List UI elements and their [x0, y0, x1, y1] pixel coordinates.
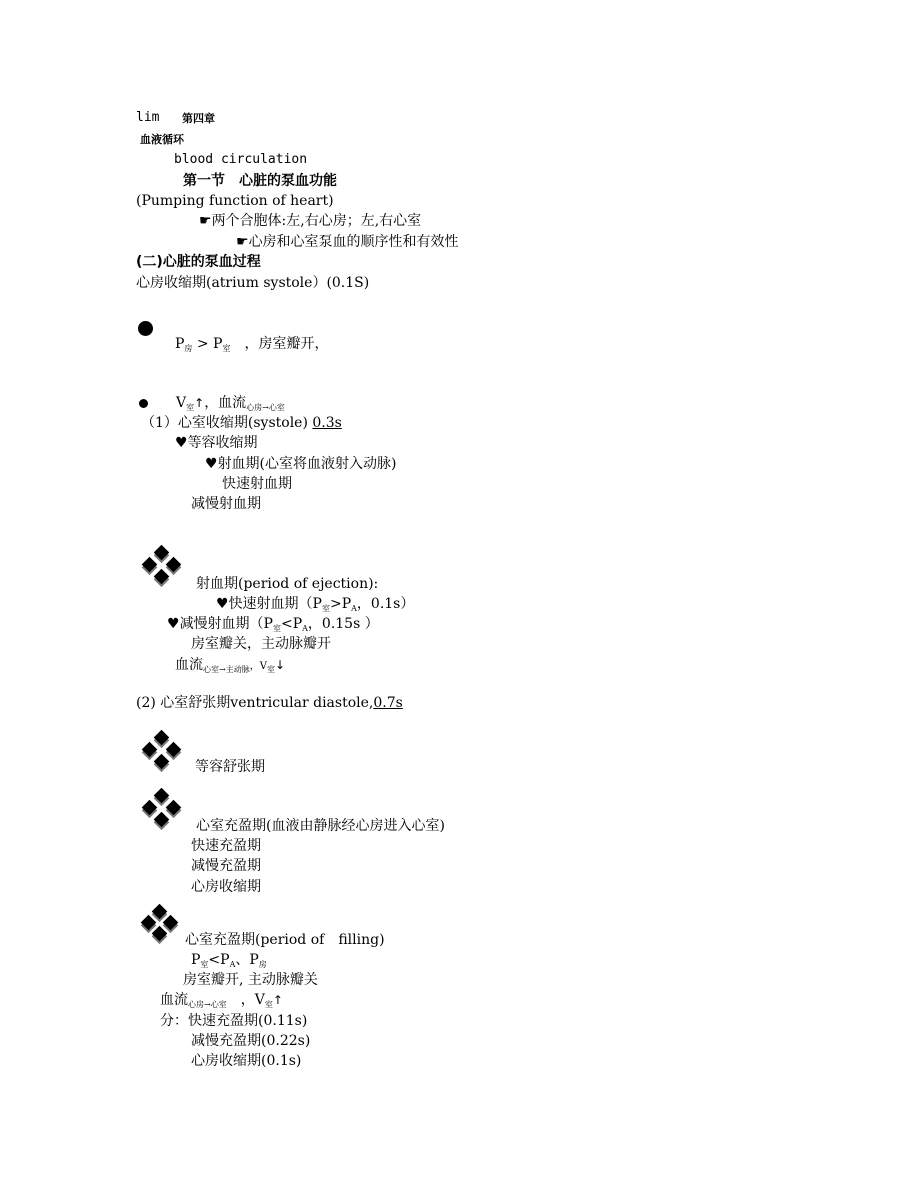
fp-rest2: 、P [235, 952, 259, 968]
heart-icon: ♥ [167, 616, 180, 632]
isovolumic-relaxation: 等容舒张期 [195, 759, 265, 775]
arrow-up-icon: ↑ [272, 993, 283, 1007]
slow-sub2: A [302, 624, 308, 633]
slow-filling: 减慢充盈期 [191, 858, 261, 874]
ejection-flow [175, 656, 285, 679]
slow-end: ，0.15s ） [307, 616, 379, 632]
ff-v-sub: 室 [264, 1000, 273, 1009]
pressure-line [175, 335, 328, 358]
chapter-title: 血液循环 [140, 133, 184, 146]
systole-duration: 0.3s [312, 415, 342, 431]
gt-p: > P [192, 336, 223, 352]
ejection-valves: 房室瓣关，主动脉瓣开 [191, 636, 331, 652]
rapid-end: ，0.1s） [356, 596, 415, 612]
p-symbol: P [175, 336, 185, 352]
flow-sub: 心室→主动脉 [203, 665, 250, 674]
fp-sub: 室 [200, 960, 209, 969]
diamond-bullet-icon [140, 545, 185, 587]
ff-flow-sub: 心房→心室 [188, 1000, 227, 1009]
p-sub-vent: 室 [222, 344, 231, 353]
blood-flow-sub: 心房→心室 [246, 403, 285, 412]
arrow-up-icon: ↑ [194, 396, 205, 410]
fp-rest: <P [208, 952, 230, 968]
fp-sub2: A [229, 960, 236, 969]
ff-v: ，V [226, 992, 265, 1008]
section-english: (Pumping function of heart) [136, 193, 334, 209]
v-symbol: V [176, 395, 187, 411]
p-sub-atrium: 房 [184, 344, 193, 353]
flow-v-sub: 室 [266, 665, 275, 674]
point1-text: 两个合胞体:左,右心房；左,右心室 [211, 213, 422, 229]
section-point-1 [199, 212, 421, 230]
flow-text: 血流 [175, 657, 203, 673]
ejection-text: 射血期(心室将血液射入动脉) [217, 456, 397, 472]
flow-v: ，V [249, 661, 267, 672]
v-sub: 室 [186, 403, 195, 412]
english-title: blood circulation [174, 152, 308, 167]
rapid-filling: 快速充盈期 [191, 838, 261, 854]
systole-label: （1）心室收缩期(systole) [141, 415, 308, 431]
diastole-duration: 0.7s [373, 695, 403, 711]
fp-p: P [191, 952, 201, 968]
filling-valves: 房室瓣开, 主动脉瓣关 [183, 972, 318, 988]
filling-flow [160, 991, 283, 1014]
heart-icon: ♥ [216, 596, 229, 612]
filling-period-title: 心室充盈期(period of filling) [185, 932, 385, 948]
section-title: 第一节 心脏的泵血功能 [183, 173, 337, 189]
lim-label: lim [136, 110, 160, 125]
diastole-label: (2) 心室舒张期ventricular diastole, [136, 695, 374, 711]
point2-text: 心房和心室泵血的顺序性和有效性 [248, 234, 459, 250]
rapid-ejection: 快速射血期 [222, 476, 292, 492]
diamond-bullet-icon [140, 788, 185, 830]
ejection-period-title: 射血期(period of ejection): [196, 576, 379, 592]
ventricular-filling: 心室充盈期(血液由静脉经心房进入心室) [196, 818, 445, 834]
bullet-dot-icon [138, 321, 153, 336]
section-point-2 [236, 233, 459, 251]
ff-flow: 血流 [160, 992, 188, 1008]
slow-mid: <P [280, 616, 303, 632]
slow-sub1: 室 [272, 624, 281, 633]
slow-a: 减慢射血期（P [179, 616, 273, 632]
blood-flow-text: ，血流 [204, 395, 247, 411]
atrium-systole-line: 心房收缩期(atrium systole）(0.1S) [136, 275, 370, 291]
filling-slow: 减慢充盈期(0.22s) [191, 1033, 311, 1049]
filling-divide: 分：快速充盈期(0.11s) [160, 1013, 308, 1029]
heart-icon: ♥ [175, 435, 188, 451]
arrow-down-icon: ↓ [274, 658, 285, 672]
chapter-number: 第四章 [182, 112, 215, 125]
systole-line [141, 414, 342, 432]
pointer-icon: ☛ [199, 213, 212, 229]
pointer-icon: ☛ [236, 234, 249, 250]
bullet-dot-icon [139, 399, 148, 408]
filling-atrial: 心房收缩期(0.1s) [191, 1053, 302, 1069]
rapid-a: 快速射血期（P [228, 596, 322, 612]
diamond-bullet-icon [140, 905, 180, 943]
rapid-mid: >P [329, 596, 352, 612]
diastole-line [136, 694, 403, 712]
fp-sub3: 房 [258, 960, 267, 969]
slow-ejection: 减慢射血期 [191, 496, 261, 512]
atrial-systole: 心房收缩期 [191, 879, 261, 895]
rapid-sub1: 室 [321, 604, 330, 613]
isovolumic-text: 等容收缩期 [187, 435, 258, 451]
diamond-bullet-icon [140, 730, 185, 772]
rapid-sub2: A [351, 604, 357, 613]
valve-open-text: ，房室瓣开， [230, 336, 329, 352]
heart-icon: ♥ [205, 456, 218, 472]
pumping-heading: (二)心脏的泵血过程 [136, 254, 261, 270]
ejection-line [205, 455, 397, 473]
isovolumic-contraction [175, 434, 258, 452]
